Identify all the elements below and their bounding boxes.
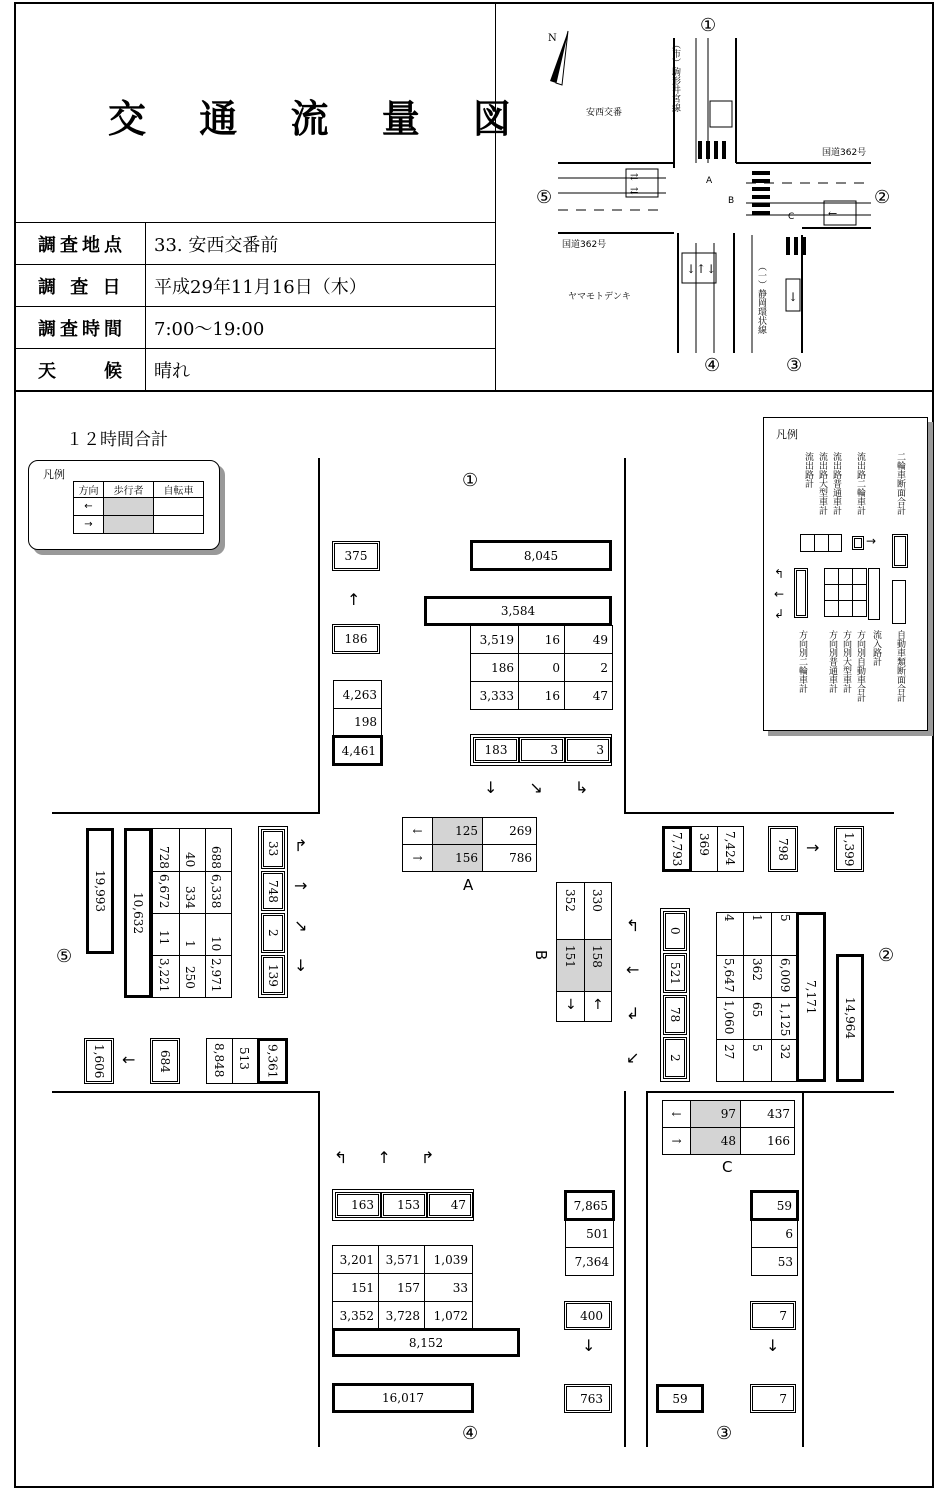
road-edge <box>624 458 626 813</box>
crosswalk-b: 352 330 151 158 ↓ ↑ <box>556 882 612 1022</box>
legend-arrow-icon: → <box>866 534 877 548</box>
left-arrow-icon: ← <box>122 1050 136 1069</box>
crosswalk-a: ← 125 269 → 156 786 <box>402 817 537 872</box>
map-road-south: （一）静岡環状線 <box>756 262 766 334</box>
location-map <box>496 3 933 389</box>
east-top-stack: 7,793 369 7,424 <box>662 826 744 872</box>
north-dir-arrows-icon: ↓↘↳ <box>484 778 621 797</box>
north-outflow: 8,045 <box>470 540 612 571</box>
se-total-right: 7 <box>750 1384 796 1413</box>
legend-small <box>28 460 220 550</box>
map-road-west: 国道362号 <box>562 240 607 250</box>
legend-top5: 二輪車断面合計 <box>895 452 905 515</box>
time-label: 調査時間 <box>16 307 146 348</box>
legend-big-title: 凡例 <box>776 428 798 441</box>
east-section-total: 14,964 <box>836 954 864 1082</box>
svg-text:⇄: ⇄ <box>630 172 639 183</box>
legend-top4: 流出路二輪車計 <box>855 452 865 515</box>
north-dir-straight: 3 <box>519 737 565 763</box>
approach-4-label: ④ <box>462 1423 479 1444</box>
total-label: １２時間合計 <box>66 430 168 450</box>
svg-text:⇄: ⇄ <box>630 186 639 197</box>
legend-top2: 流出路大型車計 <box>817 452 827 515</box>
crosswalk-a-label: A <box>463 876 474 894</box>
map-cross-a: A <box>706 176 713 186</box>
location-value: 33. 安西交番前 <box>154 234 279 256</box>
down-arrow-icon: ↓ <box>766 1336 780 1355</box>
map-north: N <box>548 33 557 44</box>
map-landmark-nw: 安西交番 <box>586 108 623 118</box>
south-section-total: 16,017 <box>332 1383 474 1413</box>
legend-top1: 流出路計 <box>803 452 813 488</box>
south-out-stack: 7,865 501 7,364 <box>564 1190 615 1276</box>
approach-1-label: ① <box>462 470 479 491</box>
map-road-east: 国道362号 <box>822 148 867 158</box>
road-edge <box>646 1091 894 1093</box>
map-approach2: ② <box>874 187 891 208</box>
map-approach5: ⑤ <box>536 187 553 208</box>
map-cross-b: B <box>728 196 735 206</box>
map-approach4: ④ <box>704 355 721 376</box>
legend-bot1: 方向別二輪車計 <box>797 630 807 693</box>
down-arrow-icon: ↓ <box>582 1336 596 1355</box>
legend-bot4: 方向別自動車合計 <box>855 630 865 702</box>
svg-text:↓: ↓ <box>788 290 799 304</box>
west-inflow: 10,632 <box>124 828 152 998</box>
east-bike-total: 1,399 <box>834 826 864 872</box>
east-bike-in: 798 <box>768 826 798 872</box>
legend-col2: 歩行者 <box>104 482 154 498</box>
north-grid: 3,519 16 49 186 0 2 3,333 16 47 <box>470 625 613 710</box>
info-row-weather <box>16 348 495 390</box>
legend-bot5: 流入路計 <box>871 630 881 666</box>
map-cross-c: C <box>788 212 795 222</box>
se-bike-out: 7 <box>750 1301 796 1330</box>
west-out-stack: 8,848 513 9,361 <box>206 1038 288 1084</box>
road-edge <box>318 1091 320 1447</box>
south-inflow: 8,152 <box>332 1328 520 1357</box>
road-edge <box>52 1091 320 1093</box>
svg-text:↓↑↓: ↓↑↓ <box>686 262 717 276</box>
road-edge <box>646 1091 648 1447</box>
legend-bot3: 方向別大型車計 <box>841 630 851 693</box>
legend-col1: 方向 <box>74 482 104 498</box>
legend-arrow-right: → <box>74 516 104 534</box>
info-row-date <box>16 264 495 306</box>
legend-bot6: 自動車類断面合計 <box>895 630 905 702</box>
date-label: 調 査 日 <box>16 265 146 306</box>
approach-3-label: ③ <box>716 1423 733 1444</box>
legend-top3: 流出路普通車計 <box>831 452 841 515</box>
legend-arrow-left: ← <box>74 498 104 516</box>
north-dir-group <box>470 734 612 766</box>
north-dir-right: 3 <box>565 737 611 763</box>
north-inflow: 3,584 <box>424 596 612 626</box>
location-label: 調査地点 <box>16 223 146 264</box>
weather-label: 天 候 <box>16 349 146 390</box>
west-section-total: 19,993 <box>86 828 114 954</box>
west-dir-arrows-icon: ↱ → ↘ ↓ <box>294 836 308 975</box>
road-edge <box>802 1091 804 1447</box>
up-arrow-icon: ↑ <box>347 590 361 609</box>
crosswalk-c-label: C <box>722 1158 733 1176</box>
south-bike-out: 400 <box>564 1301 612 1330</box>
west-bike-out: 684 <box>150 1038 180 1084</box>
crosswalk-c: ← 97 437 → 48 166 <box>662 1100 795 1155</box>
legend-big <box>763 417 928 731</box>
legend-col3: 自転車 <box>154 482 204 498</box>
right-arrow-icon: → <box>806 838 820 857</box>
header-divider <box>14 390 934 392</box>
south-dir-group: 163 153 47 <box>332 1189 474 1221</box>
road-edge <box>624 812 894 814</box>
map-approach3: ③ <box>786 355 803 376</box>
legend-direction-arrows-icon: ↰ ← ↲ <box>774 567 785 621</box>
se-stack: 59 6 53 <box>750 1190 799 1276</box>
north-out-stack: 4,263 198 4,461 <box>332 680 383 766</box>
east-dir-arrows-icon: ↰ ← ↲ ↙ <box>626 916 640 1067</box>
time-value: 7:00〜19:00 <box>154 318 265 340</box>
north-dir-left: 183 <box>473 737 519 763</box>
road-edge <box>52 812 320 814</box>
svg-text:←: ← <box>828 207 838 220</box>
east-bike-group: 0 521 78 2 <box>660 908 690 1082</box>
south-bike-total: 763 <box>564 1384 612 1413</box>
west-bike-group: 33 748 2 139 <box>258 826 288 998</box>
approach-2-label: ② <box>878 945 895 966</box>
road-edge <box>318 458 320 813</box>
approach-5-label: ⑤ <box>56 946 73 967</box>
north-bike-in: 186 <box>332 624 380 654</box>
map-landmark-sw: ヤマモトデンキ <box>568 292 631 302</box>
crosswalk-b-label: B <box>532 949 551 961</box>
north-bike-out: 375 <box>332 541 380 571</box>
page-title: 交 通 流 量 図 <box>108 97 531 141</box>
info-row-location <box>16 222 495 264</box>
map-road-north: （市）駒形井宮線 <box>670 40 680 112</box>
south-dir-arrows-icon: ↰↑↱ <box>334 1148 465 1167</box>
info-row-time <box>16 306 495 348</box>
road-edge <box>624 1091 626 1447</box>
legend-small-table <box>73 481 204 534</box>
west-bike-total: 1,606 <box>84 1038 114 1084</box>
se-total-left: 59 <box>656 1384 704 1413</box>
weather-value: 晴れ <box>154 360 190 382</box>
east-outflow: 7,171 <box>796 912 826 1082</box>
map-approach1: ① <box>700 15 717 36</box>
legend-bot2: 方向別普通車計 <box>827 630 837 693</box>
legend-small-title: 凡例 <box>43 468 65 481</box>
south-grid: 3,201 3,571 1,039 151 157 33 3,352 3,728 1,072 <box>332 1245 473 1330</box>
date-value: 平成29年11月16日（木） <box>154 276 367 298</box>
